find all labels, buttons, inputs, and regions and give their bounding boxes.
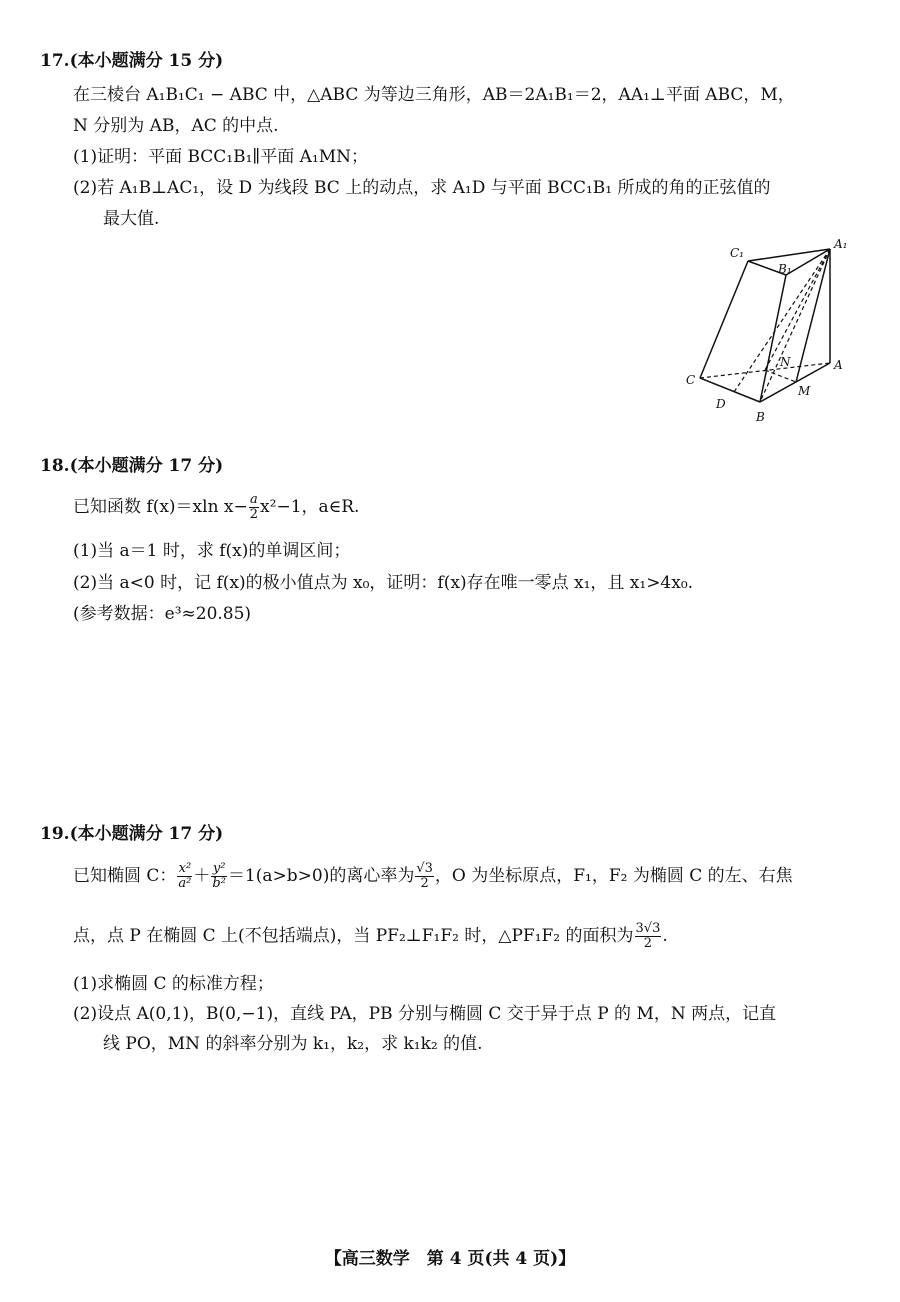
q19-s2-a: 点，点 P 在椭圆 C 上(不包括端点)，当 PF₂⊥F₁F₂ 时，△PF₁F₂ 的面积为 [73,926,634,946]
label-a: A [834,358,843,372]
q19-stem-line2 [73,918,668,954]
q17-part2b: 最大值. [103,209,160,229]
q19-frac-ecc [415,862,434,891]
q19-part2b: 线 PO，MN 的斜率分别为 k₁，k₂，求 k₁k₂ 的值. [103,1034,483,1054]
q19-stem-line1 [73,858,793,894]
q19-frac-ecc-den: 2 [420,876,429,891]
q19-frac-x-num: x² [178,861,192,876]
q17-part1: (1)证明：平面 BCC₁B₁∥平面 A₁MN； [73,147,369,167]
label-b1: B₁ [778,262,792,276]
q19-frac-y-num: y² [212,861,226,876]
q17-line2: N 分别为 AB，AC 的中点. [73,116,279,136]
label-c: C [686,373,696,387]
q19-part2a: (2)设点 A(0,1)，B(0,−1)，直线 PA，PB 分别与椭圆 C 交于异于点 P 的 M，N 两点，记直 [73,1004,777,1024]
label-a1: A₁ [834,238,848,251]
label-n: N [780,355,791,369]
q18-part2: (2)当 a<0 时，记 f(x)的极小值点为 x₀，证明：f(x)存在唯一零点 x₁，且 x₁>4x₀. [73,573,694,593]
q19-frac-area-den: 2 [643,936,653,951]
label-c1: C₁ [730,246,744,260]
q18-fraction [249,493,259,522]
q18-stem-prefix: 已知函数 f(x)＝xln x− [73,497,248,517]
q19-frac-x-den: a² [178,876,192,891]
label-d: D [716,397,726,411]
q19-s1-c: ，O 为坐标原点，F₁，F₂ 为椭圆 C 的左、右焦 [434,866,793,886]
q19-part1: (1)求椭圆 C 的标准方程； [73,974,274,994]
q18-note: (参考数据：e³≈20.85) [73,604,252,624]
page-footer: 【高三数学 第 4 页(共 4 页)】 [324,1249,576,1269]
q19-frac-area-num: 3√3 [635,921,661,936]
frustum-figure [680,238,860,426]
q19-frac-y-den: b² [212,876,226,891]
q19-s2-b: . [662,926,668,946]
q18-frac-num: a [250,492,258,507]
q17-header: 17.(本小题满分 15 分) [40,51,224,71]
q18-part1: (1)当 a＝1 时，求 f(x)的单调区间； [73,541,351,561]
q19-s1-b: ＝1(a>b>0)的离心率为 [227,866,415,886]
q18-frac-den: 2 [249,507,259,522]
label-b: B [756,410,765,424]
q18-stem-suffix: x²−1，a∈R. [260,497,360,517]
q19-header: 19.(本小题满分 17 分) [40,824,224,844]
q19-frac-x [177,862,192,891]
q17-line1: 在三棱台 A₁B₁C₁ − ABC 中，△ABC 为等边三角形，AB＝2A₁B₁＝2，AA₁⊥平面 ABC，M， [73,85,795,105]
q19-frac-ecc-num: √3 [416,861,433,876]
q18-header: 18.(本小题满分 17 分) [40,456,224,476]
q19-frac-area [635,922,662,951]
q18-stem [73,492,359,522]
q19-s1-a: 已知椭圆 C： [73,866,177,886]
label-m: M [798,384,811,398]
q19-frac-y [211,862,227,891]
q17-part2a: (2)若 A₁B⊥AC₁，设 D 为线段 BC 上的动点，求 A₁D 与平面 BCC₁B₁ 所成的角的正弦值的 [73,178,771,198]
q19-s1-plus: ＋ [193,866,211,886]
